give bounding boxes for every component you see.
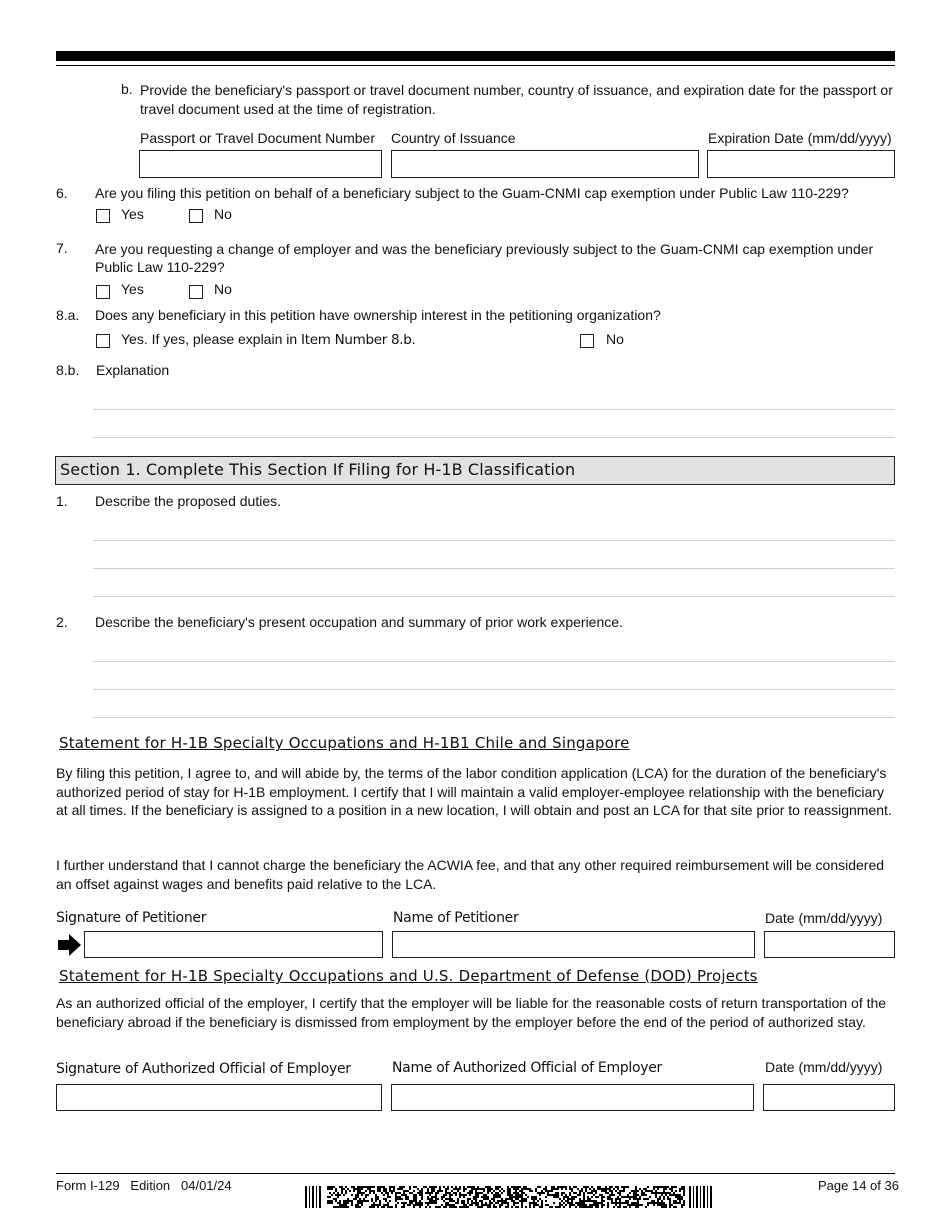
item-8a-yes-text: Yes. If yes, please explain in xyxy=(121,331,302,347)
item-8a-yes-label xyxy=(121,331,416,348)
official-signature-label: Signature of Authorized Official of Employer xyxy=(56,1061,351,1077)
item-7-no-checkbox[interactable] xyxy=(189,285,203,299)
item-5b-letter: b. xyxy=(121,81,133,97)
item-8a-question: Does any beneficiary in this petition have ownership interest in the petitioning organization? xyxy=(95,307,661,323)
statement-2-paragraph: As an authorized official of the employer, I certify that the employer will be liable for the reasonable costs of return transportation of the beneficiary abroad if the beneficiary is dismissed from employment by the employer before the end of the period of authorized stay. xyxy=(56,995,887,1030)
expiration-date-field[interactable] xyxy=(707,150,895,178)
country-of-issuance-field[interactable] xyxy=(391,150,699,178)
occupation-line-1[interactable] xyxy=(93,661,895,662)
occupation-line-2[interactable] xyxy=(93,689,895,690)
section-1-item-2-text: Describe the beneficiary's present occupation and summary of prior work experience. xyxy=(95,614,623,630)
country-of-issuance-label: Country of Issuance xyxy=(391,130,516,146)
duties-line-2[interactable] xyxy=(93,568,895,569)
top-thick-rule xyxy=(56,51,895,61)
expiration-date-label: Expiration Date (mm/dd/yyyy) xyxy=(708,130,892,146)
section-1-header xyxy=(55,456,895,485)
item-8a-no-label: No xyxy=(606,331,624,347)
item-8b-label: Explanation xyxy=(96,362,170,378)
duties-line-1[interactable] xyxy=(93,540,895,541)
statement-1-paragraph-2: I further understand that I cannot charge the beneficiary the ACWIA fee, and that any other required reimbursement will be considered an offset against wages and benefits paid relative to the LCA. xyxy=(56,857,885,892)
passport-number-label: Passport or Travel Document Number xyxy=(140,130,375,146)
explanation-line-2[interactable] xyxy=(93,437,895,438)
petitioner-signature-field[interactable] xyxy=(84,931,383,958)
official-signature-field[interactable] xyxy=(56,1084,382,1111)
petitioner-date-field[interactable] xyxy=(764,931,895,958)
explanation-line-1[interactable] xyxy=(93,409,895,410)
statement-1-paragraph-1: By filing this petition, I agree to, and will abide by, the terms of the labor condition application (LCA) for the duration of the beneficiary's authorized period of stay for H-1B employment. I certify that I will maintain a valid employer-employee relationship with the beneficiary at all times. If the beneficiary is assigned to a position in a new location, I will obtain and post an LCA for that site prior to reassignment. xyxy=(56,765,892,818)
petitioner-name-field[interactable] xyxy=(392,931,755,958)
item-6-question: Are you filing this petition on behalf of a beneficiary subject to the Guam-CNMI cap exemption under Public Law 110-229? xyxy=(95,185,849,201)
passport-number-field[interactable] xyxy=(139,150,382,178)
item-6-no-label: No xyxy=(214,206,232,222)
statement-2-title: Statement for H-1B Specialty Occupations and U.S. Department of Defense (DOD) Projects xyxy=(59,967,758,985)
section-1-item-2-number: 2. xyxy=(56,614,68,630)
item-8a-yes-checkbox[interactable] xyxy=(96,334,110,348)
page-number: Page 14 of 36 xyxy=(818,1178,899,1193)
item-7-yes-checkbox[interactable] xyxy=(96,285,110,299)
section-1-item-1-text: Describe the proposed duties. xyxy=(95,493,281,509)
duties-line-3[interactable] xyxy=(93,596,895,597)
footer-rule xyxy=(56,1173,895,1174)
section-1-item-1-number: 1. xyxy=(56,493,68,509)
item-8a-number: 8.a. xyxy=(56,307,80,323)
statement-1-title: Statement for H-1B Specialty Occupations and H-1B1 Chile and Singapore xyxy=(59,734,630,752)
item-6-yes-label: Yes xyxy=(121,206,144,222)
right-arrow-icon xyxy=(58,934,82,956)
official-name-label: Name of Authorized Official of Employer xyxy=(392,1060,663,1076)
item-6-number: 6. xyxy=(56,185,68,201)
petitioner-name-label: Name of Petitioner xyxy=(393,910,519,926)
petitioner-date-label: Date (mm/dd/yyyy) xyxy=(765,910,883,926)
official-date-field[interactable] xyxy=(763,1084,895,1111)
item-7-no-label: No xyxy=(214,281,232,297)
form-edition: Form I-129 Edition 04/01/24 xyxy=(56,1178,232,1193)
official-date-label: Date (mm/dd/yyyy) xyxy=(765,1059,883,1075)
item-8a-yes-reference: Item Number 8.b. xyxy=(301,332,416,348)
petitioner-signature-label: Signature of Petitioner xyxy=(56,910,207,926)
official-name-field[interactable] xyxy=(391,1084,754,1111)
occupation-line-3[interactable] xyxy=(93,717,895,718)
item-7-number: 7. xyxy=(56,240,68,256)
item-8a-no-checkbox[interactable] xyxy=(580,334,594,348)
item-6-no-checkbox[interactable] xyxy=(189,209,203,223)
item-7-question: Are you requesting a change of employer and was the beneficiary previously subject to the Guam-CNMI cap exemption under Public Law 110-229? xyxy=(95,241,874,275)
item-6-yes-checkbox[interactable] xyxy=(96,209,110,223)
item-7-yes-label: Yes xyxy=(121,281,144,297)
barcode-icon xyxy=(305,1186,713,1208)
item-5b-text: Provide the beneficiary's passport or travel document number, country of issuance, and expiration date for the passport or travel document used at the time of registration. xyxy=(140,82,893,117)
top-thin-rule xyxy=(56,65,895,66)
section-1-title: Section 1. Complete This Section If Filing for H-1B Classification xyxy=(60,460,576,479)
item-8b-number: 8.b. xyxy=(56,362,80,378)
